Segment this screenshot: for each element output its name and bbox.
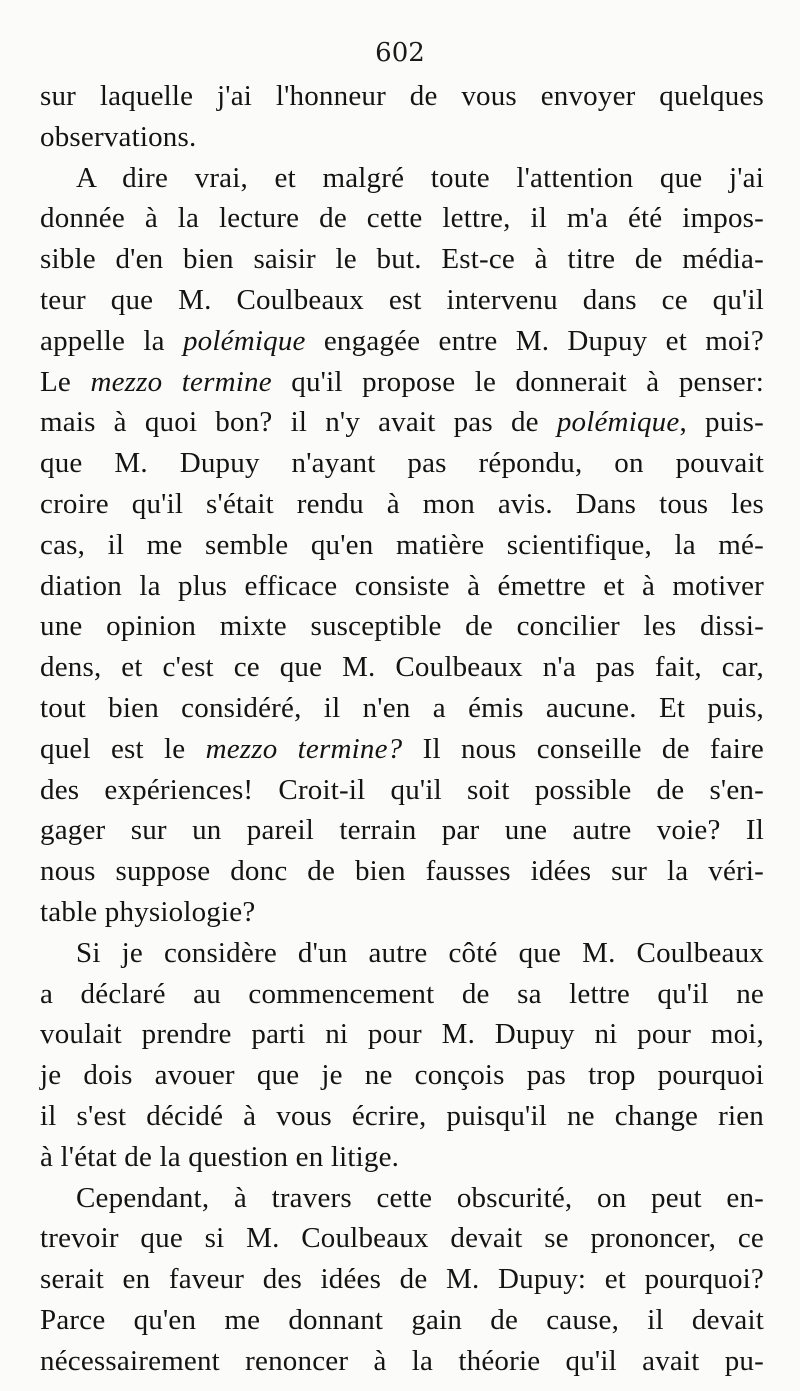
text-line: sible d'en bien saisir le but. Est-ce à titre de média- (40, 243, 764, 276)
page-number: 602 (375, 38, 425, 68)
body-text (40, 76, 764, 1382)
text-line (40, 729, 764, 770)
text-line (40, 402, 764, 443)
text-line: nécessairement renoncer à la théorie qu'il avait pu- (40, 1344, 764, 1377)
text-line: observations. (40, 120, 197, 153)
text-segment: Le (40, 365, 91, 398)
text-line: une opinion mixte susceptible de concilier les dissi- (40, 610, 764, 643)
text-line: sur laquelle j'ai l'honneur de vous envoyer quelques (40, 80, 764, 112)
text-line: dens, et c'est ce que M. Coulbeaux n'a pas fait, car, (40, 651, 764, 684)
text-line: table physiologie? (40, 895, 256, 928)
text-line: tout bien considéré, il n'en a émis aucune. Et puis, (40, 691, 764, 724)
text-line: diation la plus efficace consiste à émettre et à motiver (40, 569, 764, 602)
italic-term: mezzo termine? (205, 732, 403, 765)
text-line: serait en faveur des idées de M. Dupuy: et pourquoi? (40, 1263, 764, 1296)
text-segment: quel est le (40, 732, 206, 765)
text-line: A dire vrai, et malgré toute l'attention que j'ai (76, 161, 764, 194)
text-line: des expériences! Croit-il qu'il soit possible de s'en- (40, 773, 764, 806)
text-line: cas, il me semble qu'en matière scientifique, la mé- (40, 528, 764, 561)
text-line: Si je considère d'un autre côté que M. Coulbeaux (76, 936, 764, 969)
text-line: à l'état de la question en litige. (40, 1140, 400, 1173)
text-line: trevoir que si M. Coulbeaux devait se prononcer, ce (40, 1222, 764, 1255)
text-line (40, 362, 764, 403)
text-segment: Il nous conseille de faire (402, 732, 764, 765)
text-segment: appelle la (40, 324, 183, 357)
text-line: nous suppose donc de bien fausses idées sur la véri- (40, 855, 764, 888)
text-line: Cependant, à travers cette obscurité, on peut en- (76, 1181, 764, 1214)
italic-term: polémique (182, 324, 306, 357)
text-line: Parce qu'en me donnant gain de cause, il devait (40, 1303, 764, 1336)
text-line: a déclaré au commencement de sa lettre qu'il ne (40, 977, 764, 1010)
text-segment: mais à quoi bon? il n'y avait pas de (40, 406, 557, 439)
text-line: gager sur un pareil terrain par une autre voie? Il (40, 814, 764, 847)
text-line: que M. Dupuy n'ayant pas répondu, on pouvait (40, 447, 764, 480)
italic-term: mezzo termine (90, 365, 272, 398)
text-line (40, 321, 764, 362)
text-line: croire qu'il s'était rendu à mon avis. Dans tous les (40, 487, 764, 520)
text-line: il s'est décidé à vous écrire, puisqu'il ne change rien (40, 1099, 764, 1132)
text-segment: qu'il propose le donnerait à penser: (271, 365, 764, 398)
text-segment: engagée entre M. Dupuy et moi? (305, 324, 764, 357)
italic-term: polémique (556, 406, 680, 439)
text-line: je dois avouer que je ne conçois pas trop pourquoi (40, 1059, 764, 1092)
text-line: donnée à la lecture de cette lettre, il m'a été impos- (40, 202, 764, 235)
text-segment: , puis- (679, 406, 764, 439)
text-line: voulait prendre parti ni pour M. Dupuy ni pour moi, (40, 1018, 764, 1051)
text-line: teur que M. Coulbeaux est intervenu dans ce qu'il (40, 283, 764, 316)
